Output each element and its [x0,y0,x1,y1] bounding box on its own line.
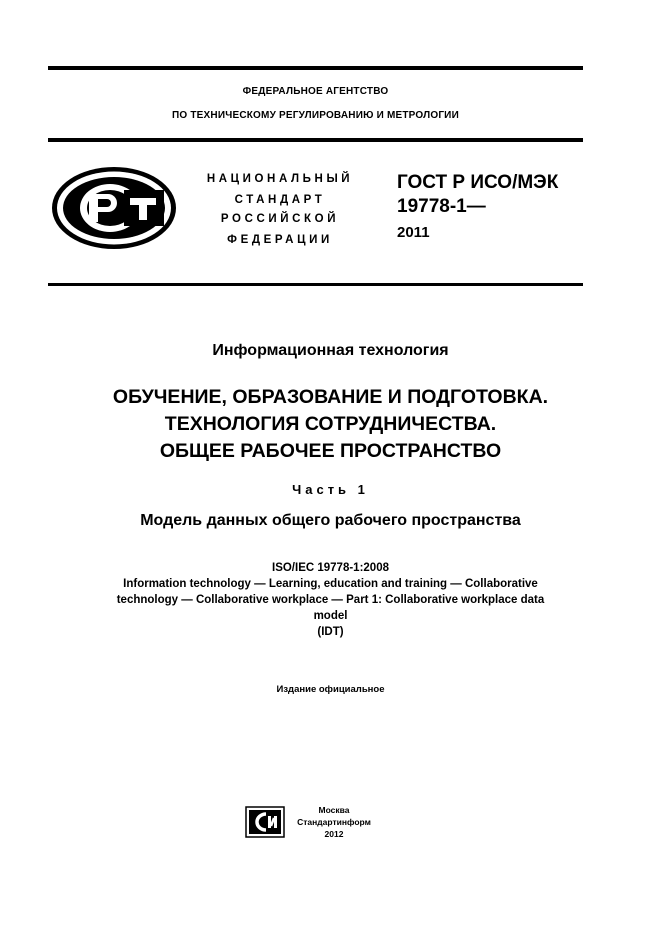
iso-title-line-1: Information technology — Learning, education and training — Collaborative [123,578,538,590]
top-rule [48,66,583,70]
publisher-city: Москва [318,805,350,815]
agency-line-1: ФЕДЕРАЛЬНОЕ АГЕНТСТВО [242,86,389,97]
publisher-name: Стандартинформ [297,817,371,827]
publisher-year: 2012 [324,829,344,839]
part-label: Часть 1 [292,482,369,497]
middle-rule [48,138,583,142]
iso-code: ISO/IEC 19778-1:2008 [272,562,389,574]
standard-designation-year: 2011 [397,224,430,241]
edition-note: Издание официальное [276,684,385,695]
iso-title-line-2: technology — Collaborative workplace — Part 1: Collaborative workplace data [116,594,545,606]
publisher-block [292,804,376,840]
iso-identity-mark: (IDT) [317,626,344,638]
part-name: Модель данных общего рабочего пространства [140,512,521,529]
iso-title-line-3: model [313,610,348,622]
standartinform-logo-icon [245,806,285,838]
subject-heading: Информационная технология [212,342,449,359]
national-standard-line-3: РОССИЙСКОЙ [220,213,340,225]
standard-designation-line-1: ГОСТ Р ИСО/МЭК [397,172,559,193]
agency-line-2: ПО ТЕХНИЧЕСКОМУ РЕГУЛИРОВАНИЮ И МЕТРОЛОГИИ [172,110,459,121]
gost-r-certification-mark-icon [50,165,178,251]
document-title [30,384,631,465]
national-standard-line-1: НАЦИОНАЛЬНЫЙ [206,173,354,185]
bottom-rule [48,283,583,286]
iso-reference [30,560,631,640]
national-standard-line-2: СТАНДАРТ [234,194,326,206]
title-line-3: ОБЩЕЕ РАБОЧЕЕ ПРОСТРАНСТВО [159,440,502,462]
title-line-1: ОБУЧЕНИЕ, ОБРАЗОВАНИЕ И ПОДГОТОВКА. [112,386,549,408]
title-line-2: ТЕХНОЛОГИЯ СОТРУДНИЧЕСТВА. [164,413,497,435]
national-standard-line-4: ФЕДЕРАЦИИ [227,234,333,246]
standard-designation-line-2: 19778-1— [397,196,486,217]
